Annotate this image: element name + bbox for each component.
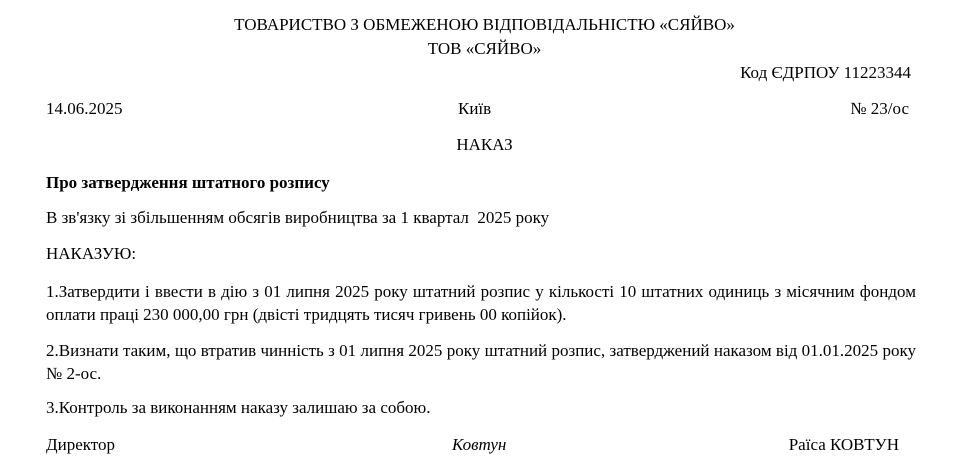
document-type-title: НАКАЗ [456, 135, 513, 154]
signatory-name: Раїса КОВТУН [788, 435, 899, 454]
order-item-2: 2.Визнати таким, що втратив чинність з 01 липня 2025 року штатний розпис, затверджений наказом від 01.01.2025 року № 2-ос. [46, 341, 916, 383]
document-subject: Про затвердження штатного розпису [46, 173, 330, 192]
document-date: 14.06.2025 [46, 99, 123, 118]
document-city: Київ [458, 99, 492, 118]
order-item-1: 1.Затвердити і ввести в дію з 01 липня 2025 року штатний розпис у кількості 10 штатних одиниць з місячним фондом оплати праці 230 000,00 грн (двісті тридцять тисяч гривень 00 копійок). [46, 282, 916, 324]
organization-full-name: ТОВАРИСТВО З ОБМЕЖЕНОЮ ВІДПОВІДАЛЬНІСТЮ «СЯЙВО» [234, 15, 735, 34]
order-word: НАКАЗУЮ: [46, 244, 137, 263]
document-preamble: В зв'язку зі збільшенням обсягів виробництва за 1 квартал 2025 року [46, 208, 550, 227]
order-item-3: 3.Контроль за виконанням наказу залишаю за собою. [46, 398, 431, 417]
document-number: № 23/ос [850, 99, 909, 118]
edrpou-code: Код ЄДРПОУ 11223344 [740, 63, 911, 82]
organization-short-name: ТОВ «СЯЙВО» [427, 39, 542, 58]
signatory-position: Директор [46, 435, 115, 454]
handwritten-signature: Ковтун [452, 435, 507, 454]
